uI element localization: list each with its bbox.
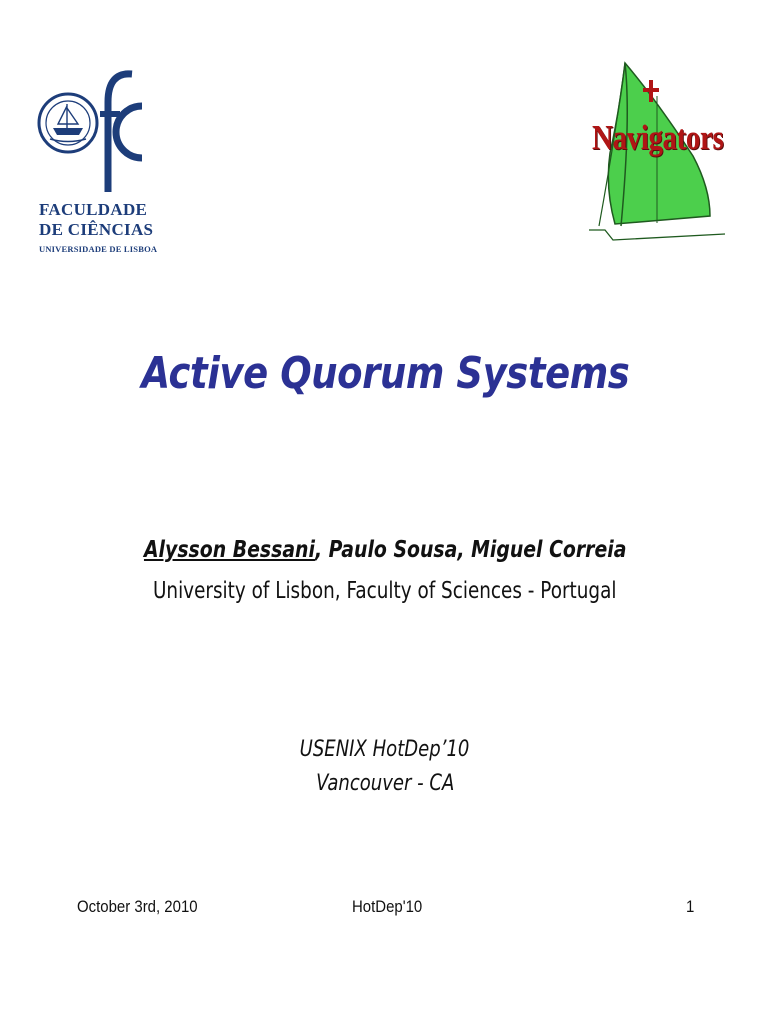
fcul-name-line1: FACULDADE (39, 200, 148, 219)
author-list (0, 537, 770, 563)
fcul-emblem-icon (36, 66, 146, 196)
slide-title: Active Quorum Systems (141, 348, 629, 399)
venue-line-2: Vancouver - CA (315, 771, 455, 796)
navigators-wordmark: Navigators (592, 118, 724, 157)
first-author: Alysson Bessani (143, 537, 315, 563)
other-authors: , Paulo Sousa, Miguel Correia (314, 537, 627, 563)
fcul-university-line: UNIVERSIDADE DE LISBOA (39, 244, 158, 254)
page-number: 1 (686, 897, 695, 916)
footer-conference: HotDep'10 (352, 897, 423, 916)
footer-date: October 3rd, 2010 (77, 897, 198, 916)
venue-line-1: USENIX HotDep’10 (300, 737, 470, 762)
navigators-logo (585, 58, 735, 248)
fcul-logo (36, 66, 158, 266)
affiliation: University of Lisbon, Faculty of Sciences - Portugal (153, 578, 617, 604)
fcul-name-line2: DE CIÊNCIAS (39, 220, 154, 239)
